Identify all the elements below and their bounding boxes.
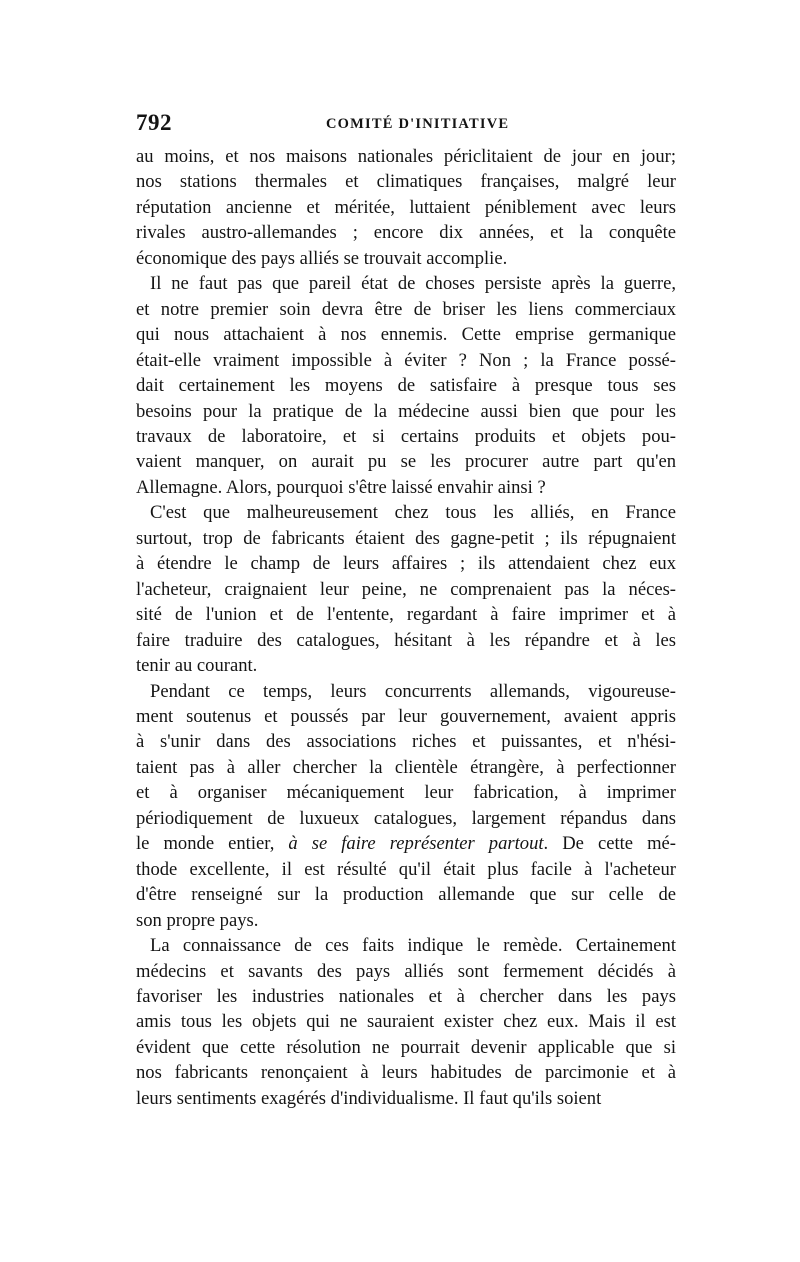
text-line: vaient manquer, on aurait pu se les procurer autre part qu'en	[136, 451, 676, 473]
paragraph	[136, 933, 676, 1111]
text-line: son propre pays.	[136, 909, 259, 931]
text-line: faire traduire des catalogues, hésitant à les répandre et à les	[136, 629, 676, 651]
text-line: C'est que malheureusement chez tous les alliés, en France	[150, 502, 676, 524]
text-line: évident que cette résolution ne pourrait devenir applicable que si	[136, 1036, 676, 1058]
page-header	[136, 110, 676, 144]
text-line: nos fabricants renonçaient à leurs habitudes de parcimonie et à	[136, 1062, 676, 1084]
text-line: tenir au courant.	[136, 655, 258, 677]
paragraph	[136, 144, 676, 271]
text-line: d'être renseigné sur la production allemande que sur celle de	[136, 884, 676, 906]
text-line: ment soutenus et poussés par leur gouvernement, avaient appris	[136, 705, 676, 727]
body-text	[136, 144, 676, 1111]
text-line: Pendant ce temps, leurs concurrents allemands, vigoureuse-	[150, 680, 676, 702]
text-line: à s'unir dans des associations riches et puissantes, et n'hési-	[136, 731, 676, 753]
text-line: et à organiser mécaniquement leur fabrication, à imprimer	[136, 782, 676, 804]
text-line: réputation ancienne et méritée, luttaient péniblement avec leurs	[136, 196, 676, 218]
text-line: travaux de laboratoire, et si certains produits et objets pou-	[136, 425, 676, 447]
text-line: était-elle vraiment impossible à éviter ? Non ; la France possé-	[136, 349, 676, 371]
text-line: La connaissance de ces faits indique le remède. Certainement	[150, 935, 676, 957]
text-line: l'acheteur, craignaient leur peine, ne comprenaient pas la néces-	[136, 578, 676, 600]
text-line: dait certainement les moyens de satisfaire à presque tous ses	[136, 375, 676, 397]
paragraph	[136, 679, 676, 934]
text-line: au moins, et nos maisons nationales périclitaient de jour en jour;	[136, 146, 676, 167]
text-line: besoins pour la pratique de la médecine aussi bien que pour les	[136, 400, 676, 422]
text-line: Allemagne. Alors, pourquoi s'être laissé envahir ainsi ?	[136, 476, 546, 498]
text-line: qui nous attachaient à nos ennemis. Cette emprise germanique	[136, 324, 676, 346]
book-page	[136, 110, 676, 1111]
text-line: nos stations thermales et climatiques françaises, malgré leur	[136, 171, 676, 193]
text-line: à étendre le champ de leurs affaires ; ils attendaient chez eux	[136, 553, 676, 575]
text-line: favoriser les industries nationales et à chercher dans les pays	[136, 985, 676, 1007]
text-line: le monde entier, à se faire représenter partout. De cette mé-	[136, 833, 676, 855]
running-head: COMITÉ D'INITIATIVE	[326, 116, 510, 132]
text-line: leurs sentiments exagérés d'individualisme. Il faut qu'ils soient	[136, 1087, 602, 1109]
text-line: surtout, trop de fabricants étaient des gagne-petit ; ils répugnaient	[136, 527, 676, 549]
text-line: Il ne faut pas que pareil état de choses persiste après la guerre,	[150, 273, 676, 295]
text-line: taient pas à aller chercher la clientèle étrangère, à perfectionner	[136, 756, 676, 778]
paragraph	[136, 500, 676, 678]
paragraph	[136, 271, 676, 500]
text-line: sité de l'union et de l'entente, regardant à faire imprimer et à	[136, 604, 676, 626]
text-line: périodiquement de luxueux catalogues, largement répandus dans	[136, 807, 676, 829]
text-line: rivales austro-allemandes ; encore dix années, et la conquête	[136, 222, 676, 244]
text-line: et notre premier soin devra être de briser les liens commerciaux	[136, 298, 676, 320]
text-line: amis tous les objets qui ne sauraient exister chez eux. Mais il est	[136, 1011, 676, 1033]
text-line: thode excellente, il est résulté qu'il était plus facile à l'acheteur	[136, 858, 676, 880]
text-line: médecins et savants des pays alliés sont fermement décidés à	[136, 960, 676, 982]
page-number: 792	[136, 110, 172, 135]
text-line: économique des pays alliés se trouvait accomplie.	[136, 247, 508, 269]
